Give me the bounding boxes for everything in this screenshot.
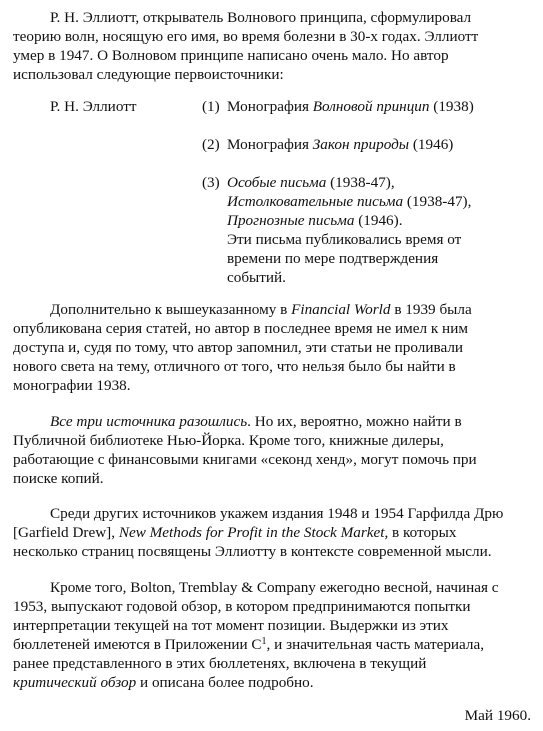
text-line: интерпретации текущей на тот момент позиции. Выдержки из этих <box>13 617 449 634</box>
note-line: Эти письма публиковались время от <box>227 231 462 248</box>
text-line: Кроме того, Bolton, Tremblay & Company ежегодно весной, начиная с <box>50 579 499 596</box>
book-title: Волновой принцип <box>312 98 430 115</box>
text-line: 1953, выпускают годовой обзор, в котором предпринимаются попытки <box>13 598 471 615</box>
text-line: Среди других источников укажем издания 1948 и 1954 Гарфилда Дрю <box>50 505 504 522</box>
text-line: поиске копий. <box>13 470 104 487</box>
source-description <box>227 173 471 287</box>
text-line: критический обзор и описана более подробно. <box>13 674 314 691</box>
source-number: (1) <box>202 98 220 115</box>
paragraph-financial-world <box>13 300 543 395</box>
source-number: (2) <box>202 136 220 153</box>
paragraph-sources-sold-out <box>13 412 543 488</box>
text-line: Р. Н. Эллиотт, открыватель Волнового принципа, сформулировал <box>50 9 472 26</box>
text-line: доступа и, судя по тому, что автор запомнил, эти статьи не проливали <box>13 339 464 356</box>
source-author: Р. Н. Эллиотт <box>50 98 137 115</box>
text-line: нового света на тему, отличного от того, что нельзя было бы найти в <box>13 358 456 375</box>
document-date: Май 1960. <box>464 707 531 724</box>
text-line: работающие с финансовыми книгами «секонд хенд», могут помочь при <box>13 451 477 468</box>
text-line: Все три источника разошлись. Но их, вероятно, можно найти в <box>50 413 462 430</box>
text-line: опубликована серия статей, но автор в последнее время не имел к ним <box>13 320 468 337</box>
text-line: ранее представленного в этих бюллетенях, включена в текущий <box>13 655 427 672</box>
text-line: несколько страниц посвящены Эллиотту в контексте современной мысли. <box>13 543 492 560</box>
text-line: Публичной библиотеке Нью-Йорка. Кроме того, книжные дилеры, <box>13 432 444 449</box>
text-line: теорию волн, носящую его имя, во время болезни в 30-х годах. Эллиотт <box>13 28 479 45</box>
text-line: монографии 1938. <box>13 377 131 394</box>
text-line: умер в 1947. О Волновом принципе написано очень мало. Но автор <box>13 47 449 64</box>
text-line: Дополнительно к вышеуказанному в Financial World в 1939 была <box>50 301 472 318</box>
note-line: событий. <box>227 269 286 286</box>
source-number: (3) <box>202 174 220 191</box>
paragraph-bolton-tremblay <box>13 578 543 692</box>
letters-line: Особые письма (1938-47), <box>227 174 395 191</box>
intro-paragraph <box>13 8 543 84</box>
footnote-marker: 1 <box>261 636 267 647</box>
source-description: Монография Волновой принцип (1938) <box>227 98 474 115</box>
text-line: бюллетеней имеются в Приложении $C^1$, и значительная часть материала, <box>13 636 485 653</box>
letters-line: Истолковательные письма (1938-47), <box>227 193 472 210</box>
note-line: времени по мере подтверждения <box>227 250 439 267</box>
book-title: Закон природы <box>312 136 410 153</box>
source-description: Монография Закон природы (1946) <box>227 136 454 153</box>
text-line: использовал следующие первоисточники: <box>13 66 284 83</box>
letters-line: Прогнозные письма (1946). <box>227 212 403 229</box>
paragraph-garfield-drew <box>13 504 543 561</box>
text-line: [Garfield Drew], New Methods for Profit in the Stock Market, в которых <box>13 524 457 541</box>
